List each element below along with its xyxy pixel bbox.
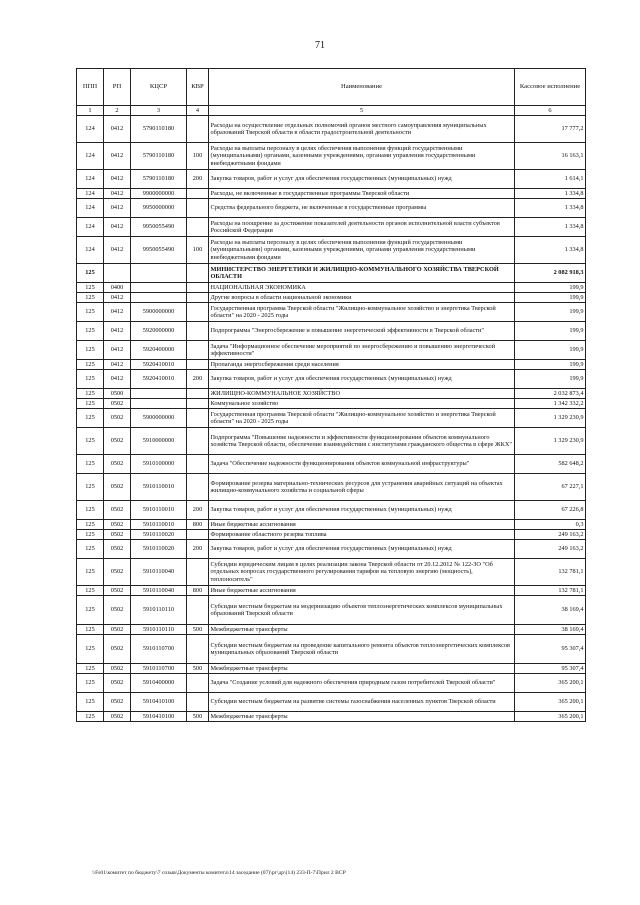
cell-name: Субсидии местным бюджетам на проведение капитального ремонта объектов теплоэнергетических комплексов муниципальных образований Тверской области: [209, 635, 515, 664]
cell-name: МИНИСТЕРСТВО ЭНЕРГЕТИКИ И ЖИЛИЩНО-КОММУНАЛЬНОГО ХОЗЯЙСТВА ТВЕРСКОЙ ОБЛАСТИ: [209, 264, 515, 283]
cell-ppp: 125: [77, 455, 104, 474]
table-row: [77, 237, 586, 264]
cell-amount: 249 163,2: [515, 540, 586, 559]
cell-name: Иные бюджетные ассигнования: [209, 520, 515, 530]
table-row: [77, 283, 586, 293]
cell-ppp: 125: [77, 530, 104, 540]
cell-rp: 0502: [104, 625, 131, 635]
table-row: [77, 530, 586, 540]
cell-rp: 0502: [104, 596, 131, 625]
table-row: [77, 474, 586, 501]
cell-amount: 95 307,4: [515, 664, 586, 674]
cell-rp: 0412: [104, 341, 131, 360]
cell-kcsr: [131, 293, 187, 303]
cell-kcsr: 5910110040: [131, 559, 187, 586]
cell-name: Подпрограмма "Энергосбережение и повышение энергетической эффективности в Тверской области": [209, 322, 515, 341]
cell-kcsr: 5920400000: [131, 341, 187, 360]
cell-kcsr: 9950000000: [131, 199, 187, 218]
cell-kcsr: 5790110180: [131, 116, 187, 143]
cell-rp: 0502: [104, 530, 131, 540]
cell-rp: 0502: [104, 474, 131, 501]
cell-kcsr: 5790110180: [131, 143, 187, 170]
cell-kcsr: 5910410100: [131, 693, 187, 712]
cell-amount: 199,9: [515, 370, 586, 389]
table-row: [77, 360, 586, 370]
table-row: [77, 370, 586, 389]
table-row: [77, 635, 586, 664]
cell-rp: 0412: [104, 116, 131, 143]
cell-kvr: 500: [187, 712, 209, 722]
cell-name: Государственная программа Тверской области "Жилищно-коммунальное хозяйство и энергетика Тверской области" на 2020 - 2025 годы: [209, 409, 515, 428]
cell-name: Задача "Создание условий для надежного обеспечения природным газом потребителей Тверской области": [209, 674, 515, 693]
cell-ppp: 124: [77, 143, 104, 170]
cell-name: Формирование областного резерва топлива: [209, 530, 515, 540]
cell-kcsr: 5910110020: [131, 540, 187, 559]
cell-name: Пропаганда энергосбережения среди населения: [209, 360, 515, 370]
cell-rp: 0502: [104, 455, 131, 474]
cell-kvr: [187, 199, 209, 218]
table-row: [77, 322, 586, 341]
cell-amount: 1 334,8: [515, 199, 586, 218]
table-row: [77, 341, 586, 360]
cell-kvr: [187, 559, 209, 586]
cell-kcsr: 5920410010: [131, 370, 187, 389]
table-row: [77, 674, 586, 693]
cell-rp: 0412: [104, 218, 131, 237]
cell-rp: 0502: [104, 501, 131, 520]
cell-amount: 365 200,1: [515, 712, 586, 722]
cell-kvr: 500: [187, 664, 209, 674]
cell-kcsr: 9950055490: [131, 237, 187, 264]
cell-kcsr: 5910110010: [131, 520, 187, 530]
table-row: [77, 455, 586, 474]
cell-ppp: 125: [77, 625, 104, 635]
cell-rp: 0502: [104, 674, 131, 693]
page-number: 71: [315, 40, 325, 51]
cell-kvr: [187, 293, 209, 303]
table-row: [77, 293, 586, 303]
cell-rp: 0412: [104, 322, 131, 341]
cell-kvr: [187, 455, 209, 474]
cell-name: Иные бюджетные ассигнования: [209, 586, 515, 596]
cell-rp: 0412: [104, 303, 131, 322]
cell-amount: 132 781,1: [515, 586, 586, 596]
cell-ppp: 125: [77, 540, 104, 559]
cell-kvr: [187, 341, 209, 360]
cell-kvr: [187, 674, 209, 693]
cell-rp: 0502: [104, 635, 131, 664]
cell-ppp: 125: [77, 303, 104, 322]
table-row: [77, 540, 586, 559]
table-row: [77, 264, 586, 283]
cell-name: Закупка товаров, работ и услуг для обеспечения государственных (муниципальных) нужд: [209, 501, 515, 520]
cell-amount: 365 200,1: [515, 693, 586, 712]
header-rp: РП: [104, 69, 131, 106]
cell-kcsr: 5910110040: [131, 586, 187, 596]
cell-rp: 0412: [104, 293, 131, 303]
cell-amount: 0,3: [515, 520, 586, 530]
table-row: [77, 520, 586, 530]
cell-name: Формирование резерва материально-технических ресурсов для устранения аварийных ситуаций на объектах жилищно-коммунального хозяйства и социальной сферы: [209, 474, 515, 501]
cell-rp: 0412: [104, 170, 131, 189]
header-amount: Кассовое исполнение: [515, 69, 586, 106]
cell-name: Закупка товаров, работ и услуг для обеспечения государственных (муниципальных) нужд: [209, 370, 515, 389]
cell-rp: [104, 264, 131, 283]
cell-amount: 2 082 918,3: [515, 264, 586, 283]
cell-ppp: 125: [77, 586, 104, 596]
cell-kcsr: 5900000000: [131, 303, 187, 322]
cell-kcsr: 5910000000: [131, 428, 187, 455]
cell-ppp: 125: [77, 635, 104, 664]
column-number: 2: [104, 106, 131, 116]
cell-kcsr: 5910400000: [131, 674, 187, 693]
cell-kvr: [187, 303, 209, 322]
cell-ppp: 125: [77, 559, 104, 586]
cell-amount: 1 342 332,2: [515, 399, 586, 409]
budget-execution-table: [76, 68, 586, 722]
cell-name: НАЦИОНАЛЬНАЯ ЭКОНОМИКА: [209, 283, 515, 293]
cell-amount: 365 200,1: [515, 674, 586, 693]
cell-kvr: 800: [187, 586, 209, 596]
cell-amount: 582 648,2: [515, 455, 586, 474]
header-ppp: ППП: [77, 69, 104, 106]
cell-ppp: 125: [77, 596, 104, 625]
cell-rp: 0502: [104, 399, 131, 409]
cell-kvr: [187, 409, 209, 428]
cell-amount: 1 334,8: [515, 218, 586, 237]
cell-ppp: 125: [77, 501, 104, 520]
cell-name: Закупка товаров, работ и услуг для обеспечения государственных (муниципальных) нужд: [209, 540, 515, 559]
table-row: [77, 501, 586, 520]
column-number: 5: [209, 106, 515, 116]
cell-rp: 0412: [104, 199, 131, 218]
cell-kvr: [187, 428, 209, 455]
cell-amount: 199,9: [515, 293, 586, 303]
table-body: [77, 116, 586, 722]
cell-name: Субсидии местным бюджетам на модернизацию объектов теплоэнергетических комплексов муниципальных образований Тверской области: [209, 596, 515, 625]
cell-ppp: 125: [77, 712, 104, 722]
cell-name: Расходы на выплаты персоналу в целях обеспечения выполнения функций государственными (муниципальными) органами, казенными учреждениями, органами управления государственными внебюджетными фондами: [209, 237, 515, 264]
cell-rp: 0412: [104, 189, 131, 199]
cell-kvr: [187, 389, 209, 399]
cell-ppp: 125: [77, 293, 104, 303]
footer-file-path: \\Fs01\комитет по бюджету\7 созыв\Документы комитета\14 заседание (07)\рг\др\(14) 233-П-7\Прил 2 ВСР: [92, 870, 346, 876]
cell-kcsr: 5910110700: [131, 664, 187, 674]
cell-rp: 0412: [104, 360, 131, 370]
cell-kvr: 100: [187, 237, 209, 264]
header-kcsr: КЦСР: [131, 69, 187, 106]
column-number: 4: [187, 106, 209, 116]
cell-name: Закупка товаров, работ и услуг для обеспечения государственных (муниципальных) нужд: [209, 170, 515, 189]
cell-name: Другие вопросы в области национальной экономики: [209, 293, 515, 303]
cell-ppp: 124: [77, 116, 104, 143]
cell-ppp: 125: [77, 389, 104, 399]
cell-kcsr: 5910110010: [131, 501, 187, 520]
table-row: [77, 664, 586, 674]
table-row: [77, 399, 586, 409]
cell-ppp: 125: [77, 322, 104, 341]
table-row: [77, 389, 586, 399]
cell-name: Субсидии местным бюджетам на развитие системы газоснабжения населенных пунктов Тверской области: [209, 693, 515, 712]
cell-amount: 38 169,4: [515, 625, 586, 635]
cell-kcsr: 5900000000: [131, 409, 187, 428]
cell-name: Задача "Обеспечение надежности функционирования объектов коммунальной инфраструктуры": [209, 455, 515, 474]
cell-rp: 0502: [104, 428, 131, 455]
cell-name: Государственная программа Тверской области "Жилищно-коммунальное хозяйство и энергетика Тверской области" на 2020 - 2025 годы: [209, 303, 515, 322]
table-row: [77, 693, 586, 712]
cell-kvr: [187, 399, 209, 409]
table-row: [77, 712, 586, 722]
cell-ppp: 125: [77, 399, 104, 409]
table-row: [77, 218, 586, 237]
cell-amount: 67 226,8: [515, 501, 586, 520]
cell-kcsr: [131, 283, 187, 293]
cell-kvr: 800: [187, 520, 209, 530]
cell-kvr: [187, 264, 209, 283]
cell-kcsr: 5790110180: [131, 170, 187, 189]
cell-rp: 0412: [104, 143, 131, 170]
cell-rp: 0502: [104, 586, 131, 596]
table-row: [77, 170, 586, 189]
table-row: [77, 586, 586, 596]
cell-amount: 67 227,1: [515, 474, 586, 501]
cell-kcsr: 5910100000: [131, 455, 187, 474]
cell-name: Расходы на осуществление отдельных полномочий органов местного самоуправления муниципальных образований Тверской области в области градостроительной деятельности: [209, 116, 515, 143]
cell-rp: 0400: [104, 283, 131, 293]
cell-ppp: 125: [77, 264, 104, 283]
cell-ppp: 125: [77, 428, 104, 455]
table-row: [77, 409, 586, 428]
column-number: 6: [515, 106, 586, 116]
cell-rp: 0502: [104, 409, 131, 428]
table-row: [77, 428, 586, 455]
cell-rp: 0502: [104, 559, 131, 586]
cell-name: Расходы на выплаты персоналу в целях обеспечения выполнения функций государственными (муниципальными) органами, казенными учреждениями, органами управления государственными внебюджетными фондами: [209, 143, 515, 170]
table-row: [77, 303, 586, 322]
cell-amount: 199,9: [515, 360, 586, 370]
cell-kvr: [187, 116, 209, 143]
cell-ppp: 125: [77, 664, 104, 674]
cell-amount: 249 163,2: [515, 530, 586, 540]
cell-name: Подпрограмма "Повышение надежности и эффективности функционирования объектов коммунального хозяйства Тверской области, обеспечение взаимодействия с институтами гражданского общества в сфере ЖКХ": [209, 428, 515, 455]
cell-ppp: 124: [77, 218, 104, 237]
cell-ppp: 125: [77, 674, 104, 693]
table-row: [77, 116, 586, 143]
cell-rp: 0502: [104, 520, 131, 530]
cell-ppp: 124: [77, 237, 104, 264]
cell-rp: 0502: [104, 712, 131, 722]
cell-amount: 2 032 873,4: [515, 389, 586, 399]
cell-name: Межбюджетные трансферты: [209, 664, 515, 674]
table-row: [77, 559, 586, 586]
cell-amount: 1 334,8: [515, 237, 586, 264]
cell-kcsr: 5910110110: [131, 596, 187, 625]
cell-kvr: 200: [187, 501, 209, 520]
cell-name: Средства федерального бюджета, не включенные в государственные программы: [209, 199, 515, 218]
cell-kcsr: 5910110110: [131, 625, 187, 635]
cell-name: ЖИЛИЩНО-КОММУНАЛЬНОЕ ХОЗЯЙСТВО: [209, 389, 515, 399]
header-name: Наименование: [209, 69, 515, 106]
cell-rp: 0502: [104, 540, 131, 559]
cell-kvr: [187, 693, 209, 712]
cell-ppp: 125: [77, 341, 104, 360]
cell-rp: 0502: [104, 693, 131, 712]
cell-name: Задача "Информационное обеспечение мероприятий по энергосбережению и повышению энергетической эффективности": [209, 341, 515, 360]
cell-amount: 1 614,1: [515, 170, 586, 189]
cell-kcsr: [131, 264, 187, 283]
cell-kcsr: 9950055490: [131, 218, 187, 237]
cell-kvr: [187, 635, 209, 664]
cell-ppp: 125: [77, 693, 104, 712]
cell-ppp: 125: [77, 370, 104, 389]
cell-ppp: 124: [77, 199, 104, 218]
cell-name: Расходы на поощрение за достижение показателей деятельности органов исполнительной власти субъектов Российской Федерации: [209, 218, 515, 237]
cell-kcsr: 9900000000: [131, 189, 187, 199]
cell-kcsr: 5920000000: [131, 322, 187, 341]
cell-kvr: [187, 189, 209, 199]
table-row: [77, 596, 586, 625]
cell-ppp: 125: [77, 409, 104, 428]
cell-kvr: [187, 218, 209, 237]
cell-amount: 1 329 230,9: [515, 409, 586, 428]
cell-amount: 17 777,2: [515, 116, 586, 143]
cell-name: Межбюджетные трансферты: [209, 712, 515, 722]
cell-ppp: 125: [77, 283, 104, 293]
cell-name: Расходы, не включенные в государственные программы Тверской области: [209, 189, 515, 199]
cell-kcsr: [131, 399, 187, 409]
cell-kvr: 500: [187, 625, 209, 635]
table-row: [77, 143, 586, 170]
cell-name: Субсидии юридическим лицам в целях реализации закона Тверской области от 20.12.2012 № 122-ЗО "Об отдельных вопросах государственного регулирования тарифов на тепловую энергию (мощность), теплоноситель": [209, 559, 515, 586]
cell-kvr: [187, 596, 209, 625]
cell-amount: 38 169,4: [515, 596, 586, 625]
cell-kvr: 100: [187, 143, 209, 170]
cell-kcsr: 5920410010: [131, 360, 187, 370]
cell-kcsr: [131, 389, 187, 399]
cell-amount: 1 334,8: [515, 189, 586, 199]
cell-name: Межбюджетные трансферты: [209, 625, 515, 635]
cell-amount: 132 781,1: [515, 559, 586, 586]
cell-kvr: [187, 474, 209, 501]
cell-kcsr: 5910110010: [131, 474, 187, 501]
cell-kcsr: 5910110020: [131, 530, 187, 540]
cell-kvr: 200: [187, 540, 209, 559]
cell-kvr: 200: [187, 170, 209, 189]
cell-rp: 0412: [104, 237, 131, 264]
cell-kvr: [187, 360, 209, 370]
cell-ppp: 125: [77, 474, 104, 501]
cell-amount: 199,9: [515, 341, 586, 360]
cell-amount: 1 329 230,9: [515, 428, 586, 455]
cell-kcsr: 5910110700: [131, 635, 187, 664]
cell-kvr: [187, 322, 209, 341]
column-number-row: [77, 106, 586, 116]
cell-amount: 199,9: [515, 283, 586, 293]
cell-kvr: [187, 530, 209, 540]
column-number: 3: [131, 106, 187, 116]
cell-amount: 16 163,1: [515, 143, 586, 170]
table-header-row: [77, 69, 586, 106]
cell-kcsr: 5910410100: [131, 712, 187, 722]
table-row: [77, 199, 586, 218]
cell-amount: 199,9: [515, 303, 586, 322]
table-row: [77, 189, 586, 199]
cell-kvr: 200: [187, 370, 209, 389]
cell-rp: 0502: [104, 664, 131, 674]
cell-name: Коммунальное хозяйство: [209, 399, 515, 409]
table-row: [77, 625, 586, 635]
column-number: 1: [77, 106, 104, 116]
cell-rp: 0412: [104, 370, 131, 389]
cell-amount: 95 307,4: [515, 635, 586, 664]
cell-rp: 0500: [104, 389, 131, 399]
cell-ppp: 124: [77, 170, 104, 189]
cell-kvr: [187, 283, 209, 293]
cell-ppp: 125: [77, 520, 104, 530]
header-kvr: КВР: [187, 69, 209, 106]
cell-ppp: 125: [77, 360, 104, 370]
cell-amount: 199,9: [515, 322, 586, 341]
cell-ppp: 124: [77, 189, 104, 199]
